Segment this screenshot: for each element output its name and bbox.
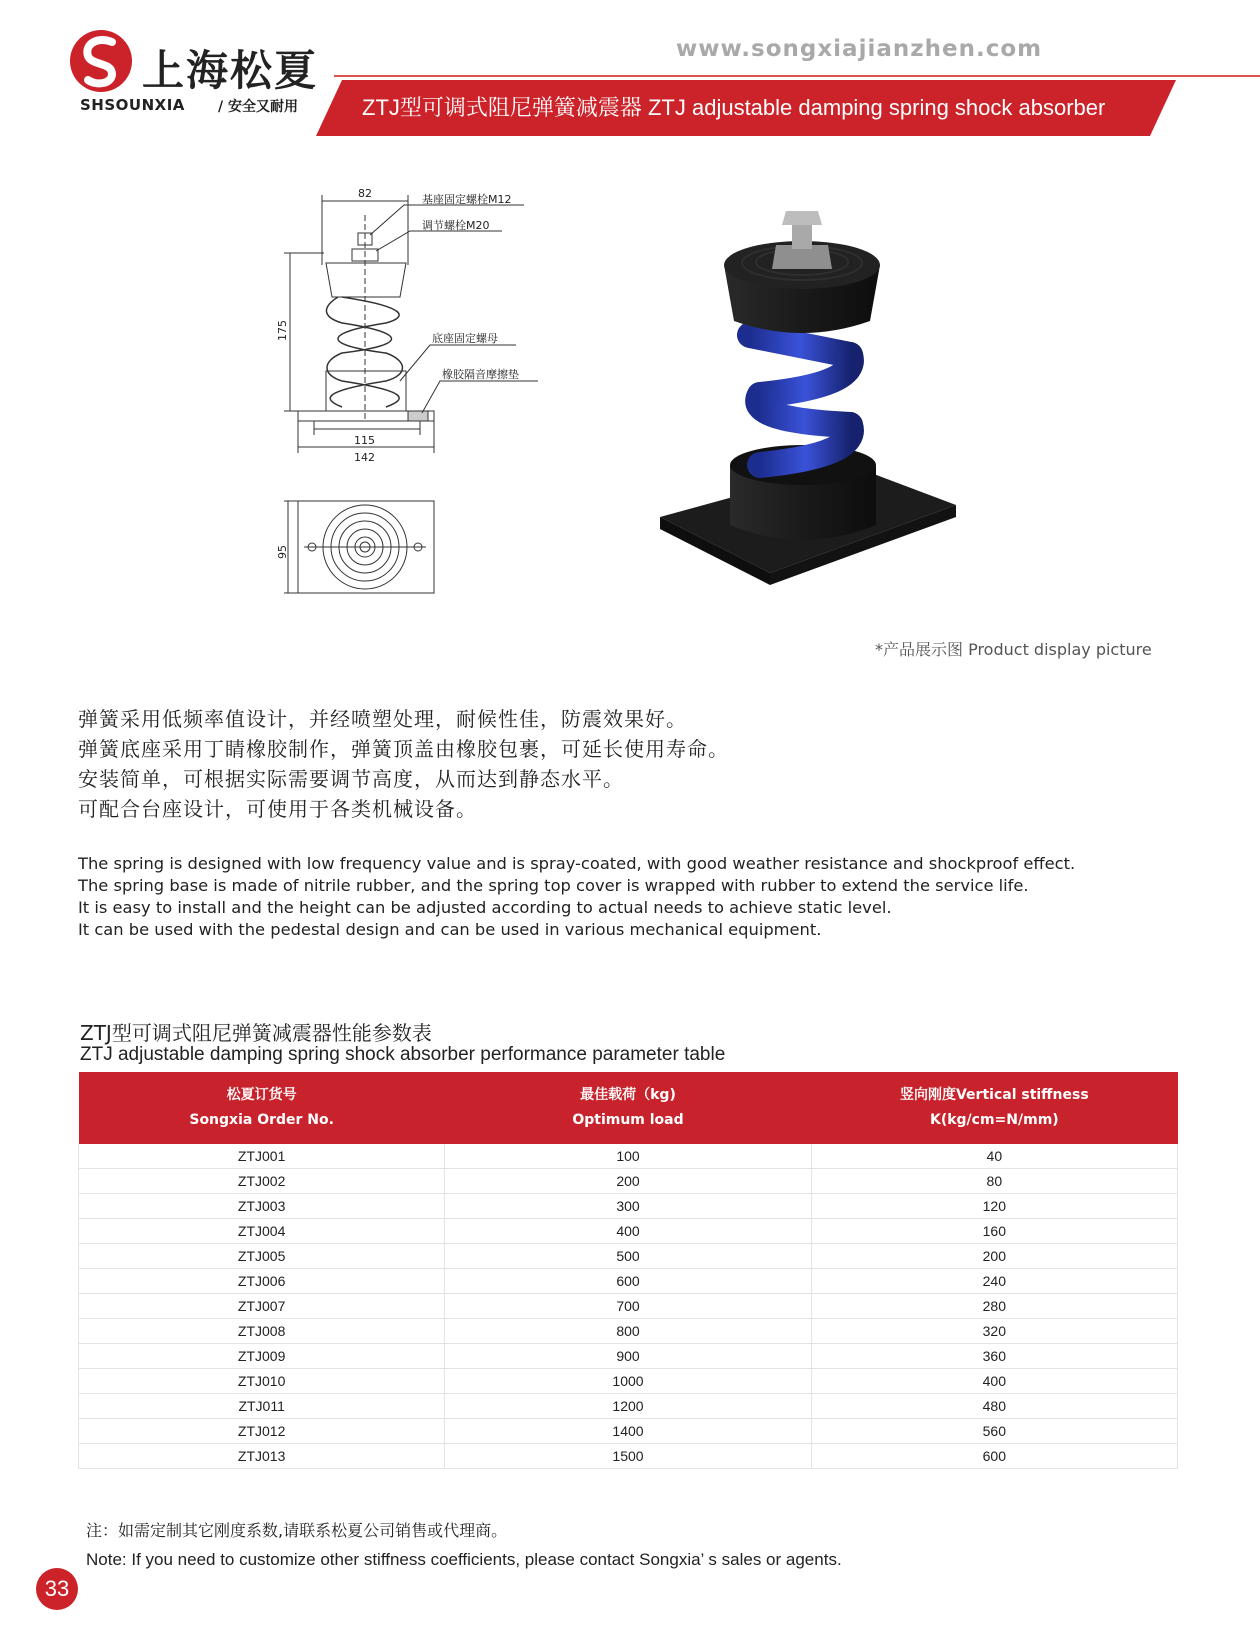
top-cap [326,263,406,297]
table-header-row [79,1072,1178,1144]
description-cn-line: 可配合台座设计，可使用于各类机械设备。 [78,797,477,821]
order-no-cell: ZTJ002 [79,1169,445,1194]
description-cn-line: 弹簧采用低频率值设计，并经喷塑处理，耐候性佳，防震效果好。 [78,707,687,731]
order-no-cell: ZTJ003 [79,1194,445,1219]
stiffness-cell: 320 [811,1319,1177,1344]
page-number: 33 [36,1568,78,1610]
header-en: Songxia Order No. [189,1112,334,1128]
header-en: Optimum load [572,1112,684,1128]
order-no-cell: ZTJ007 [79,1294,445,1319]
stiffness-cell: 240 [811,1269,1177,1294]
optimum-load-cell: 1500 [445,1444,811,1469]
header-cn: 最佳载荷（kg) [580,1087,676,1103]
stiffness-cell: 560 [811,1419,1177,1444]
note-cn: 注：如需定制其它刚度系数,请联系松夏公司销售或代理商。 [86,1521,508,1540]
stiffness-cell: 160 [811,1219,1177,1244]
brand-logo-icon [68,28,134,94]
dim-height: 175 [276,320,289,341]
stiffness-cell: 80 [811,1169,1177,1194]
stiffness-cell: 120 [811,1194,1177,1219]
dim-base-depth: 95 [276,545,289,559]
label-nut: 底座固定螺母 [432,332,498,345]
header-order-no [79,1072,445,1144]
optimum-load-cell: 400 [445,1219,811,1244]
table-row [79,1219,1178,1244]
description-en-line: The spring is designed with low frequency value and is spray-coated, with good weather resistance and shockproof effect. [78,854,1076,873]
stiffness-cell: 480 [811,1394,1177,1419]
label-adjust-bolt: 调节螺栓M20 [422,219,490,232]
note-en: Note: If you need to customize other stiffness coefficients, please contact Songxia’ s sales or agents. [86,1550,842,1569]
description-en-line: The spring base is made of nitrile rubber, and the spring top cover is wrapped with rubber to extend the service life. [78,876,1029,895]
order-no-cell: ZTJ009 [79,1344,445,1369]
photo-caption: *产品展示图 Product display picture [875,640,1152,659]
description-en-line: It is easy to install and the height can be adjusted according to actual needs to achieve static level. [78,898,892,917]
website-url: www.songxiajianzhen.com [676,36,1043,62]
label-bolt: 基座固定螺栓M12 [422,193,512,206]
order-no-cell: ZTJ012 [79,1419,445,1444]
label-pad: 橡胶隔音摩擦垫 [442,368,519,381]
table-body [79,1144,1178,1469]
stiffness-cell: 200 [811,1244,1177,1269]
optimum-load-cell: 900 [445,1344,811,1369]
header-cn: 松夏订货号 [226,1087,297,1103]
stiffness-cell: 40 [811,1144,1177,1169]
stiffness-cell: 400 [811,1369,1177,1394]
optimum-load-cell: 800 [445,1319,811,1344]
table-row [79,1144,1178,1169]
header-optimum-load [445,1072,811,1144]
brand-name-cn: 上海松夏 [142,46,319,95]
optimum-load-cell: 700 [445,1294,811,1319]
table-title-cn: ZTJ型可调式阻尼弹簧减震器性能参数表 [80,1021,432,1045]
order-no-cell: ZTJ010 [79,1369,445,1394]
table-row [79,1344,1178,1369]
table-row [79,1294,1178,1319]
table-row [79,1394,1178,1419]
order-no-cell: ZTJ005 [79,1244,445,1269]
dim-top-width: 82 [358,187,372,200]
table-title-en: ZTJ adjustable damping spring shock absorber performance parameter table [80,1044,726,1065]
order-no-cell: ZTJ006 [79,1269,445,1294]
optimum-load-cell: 1000 [445,1369,811,1394]
optimum-load-cell: 300 [445,1194,811,1219]
order-no-cell: ZTJ008 [79,1319,445,1344]
page-title: ZTJ型可调式阻尼弹簧减震器 ZTJ adjustable damping spring shock absorber [362,95,1106,120]
dim-inner-width: 115 [354,434,375,447]
stiffness-cell: 600 [811,1444,1177,1469]
table-row [79,1444,1178,1469]
brand-slogan: / 安全又耐用 [218,99,298,115]
table-row [79,1269,1178,1294]
optimum-load-cell: 1200 [445,1394,811,1419]
order-no-cell: ZTJ013 [79,1444,445,1469]
optimum-load-cell: 100 [445,1144,811,1169]
description-cn-line: 安装简单，可根据实际需要调节高度，从而达到静态水平。 [78,767,624,791]
table-row [79,1319,1178,1344]
table-row [79,1169,1178,1194]
header-vertical-stiffness [811,1072,1177,1144]
header-cn: 竖向刚度Vertical stiffness [899,1087,1089,1103]
parameter-table [78,1072,1178,1469]
dim-outer-width: 142 [354,451,375,464]
table-row [79,1369,1178,1394]
brand-name-en: SHSOUNXIA [80,96,185,114]
header-en: K(kg/cm=N/mm) [929,1112,1059,1128]
technical-drawing [276,185,580,625]
stiffness-cell: 360 [811,1344,1177,1369]
table-row [79,1244,1178,1269]
product-photo [690,205,1000,610]
optimum-load-cell: 500 [445,1244,811,1269]
order-no-cell: ZTJ004 [79,1219,445,1244]
header-divider [334,75,1260,77]
optimum-load-cell: 1400 [445,1419,811,1444]
description-cn-line: 弹簧底座采用丁睛橡胶制作，弹簧顶盖由橡胶包裹，可延长使用寿命。 [78,737,729,761]
stiffness-cell: 280 [811,1294,1177,1319]
table-row [79,1194,1178,1219]
order-no-cell: ZTJ011 [79,1394,445,1419]
optimum-load-cell: 600 [445,1269,811,1294]
table-row [79,1419,1178,1444]
order-no-cell: ZTJ001 [79,1144,445,1169]
description-en-line: It can be used with the pedestal design and can be used in various mechanical equipment. [78,920,822,939]
optimum-load-cell: 200 [445,1169,811,1194]
